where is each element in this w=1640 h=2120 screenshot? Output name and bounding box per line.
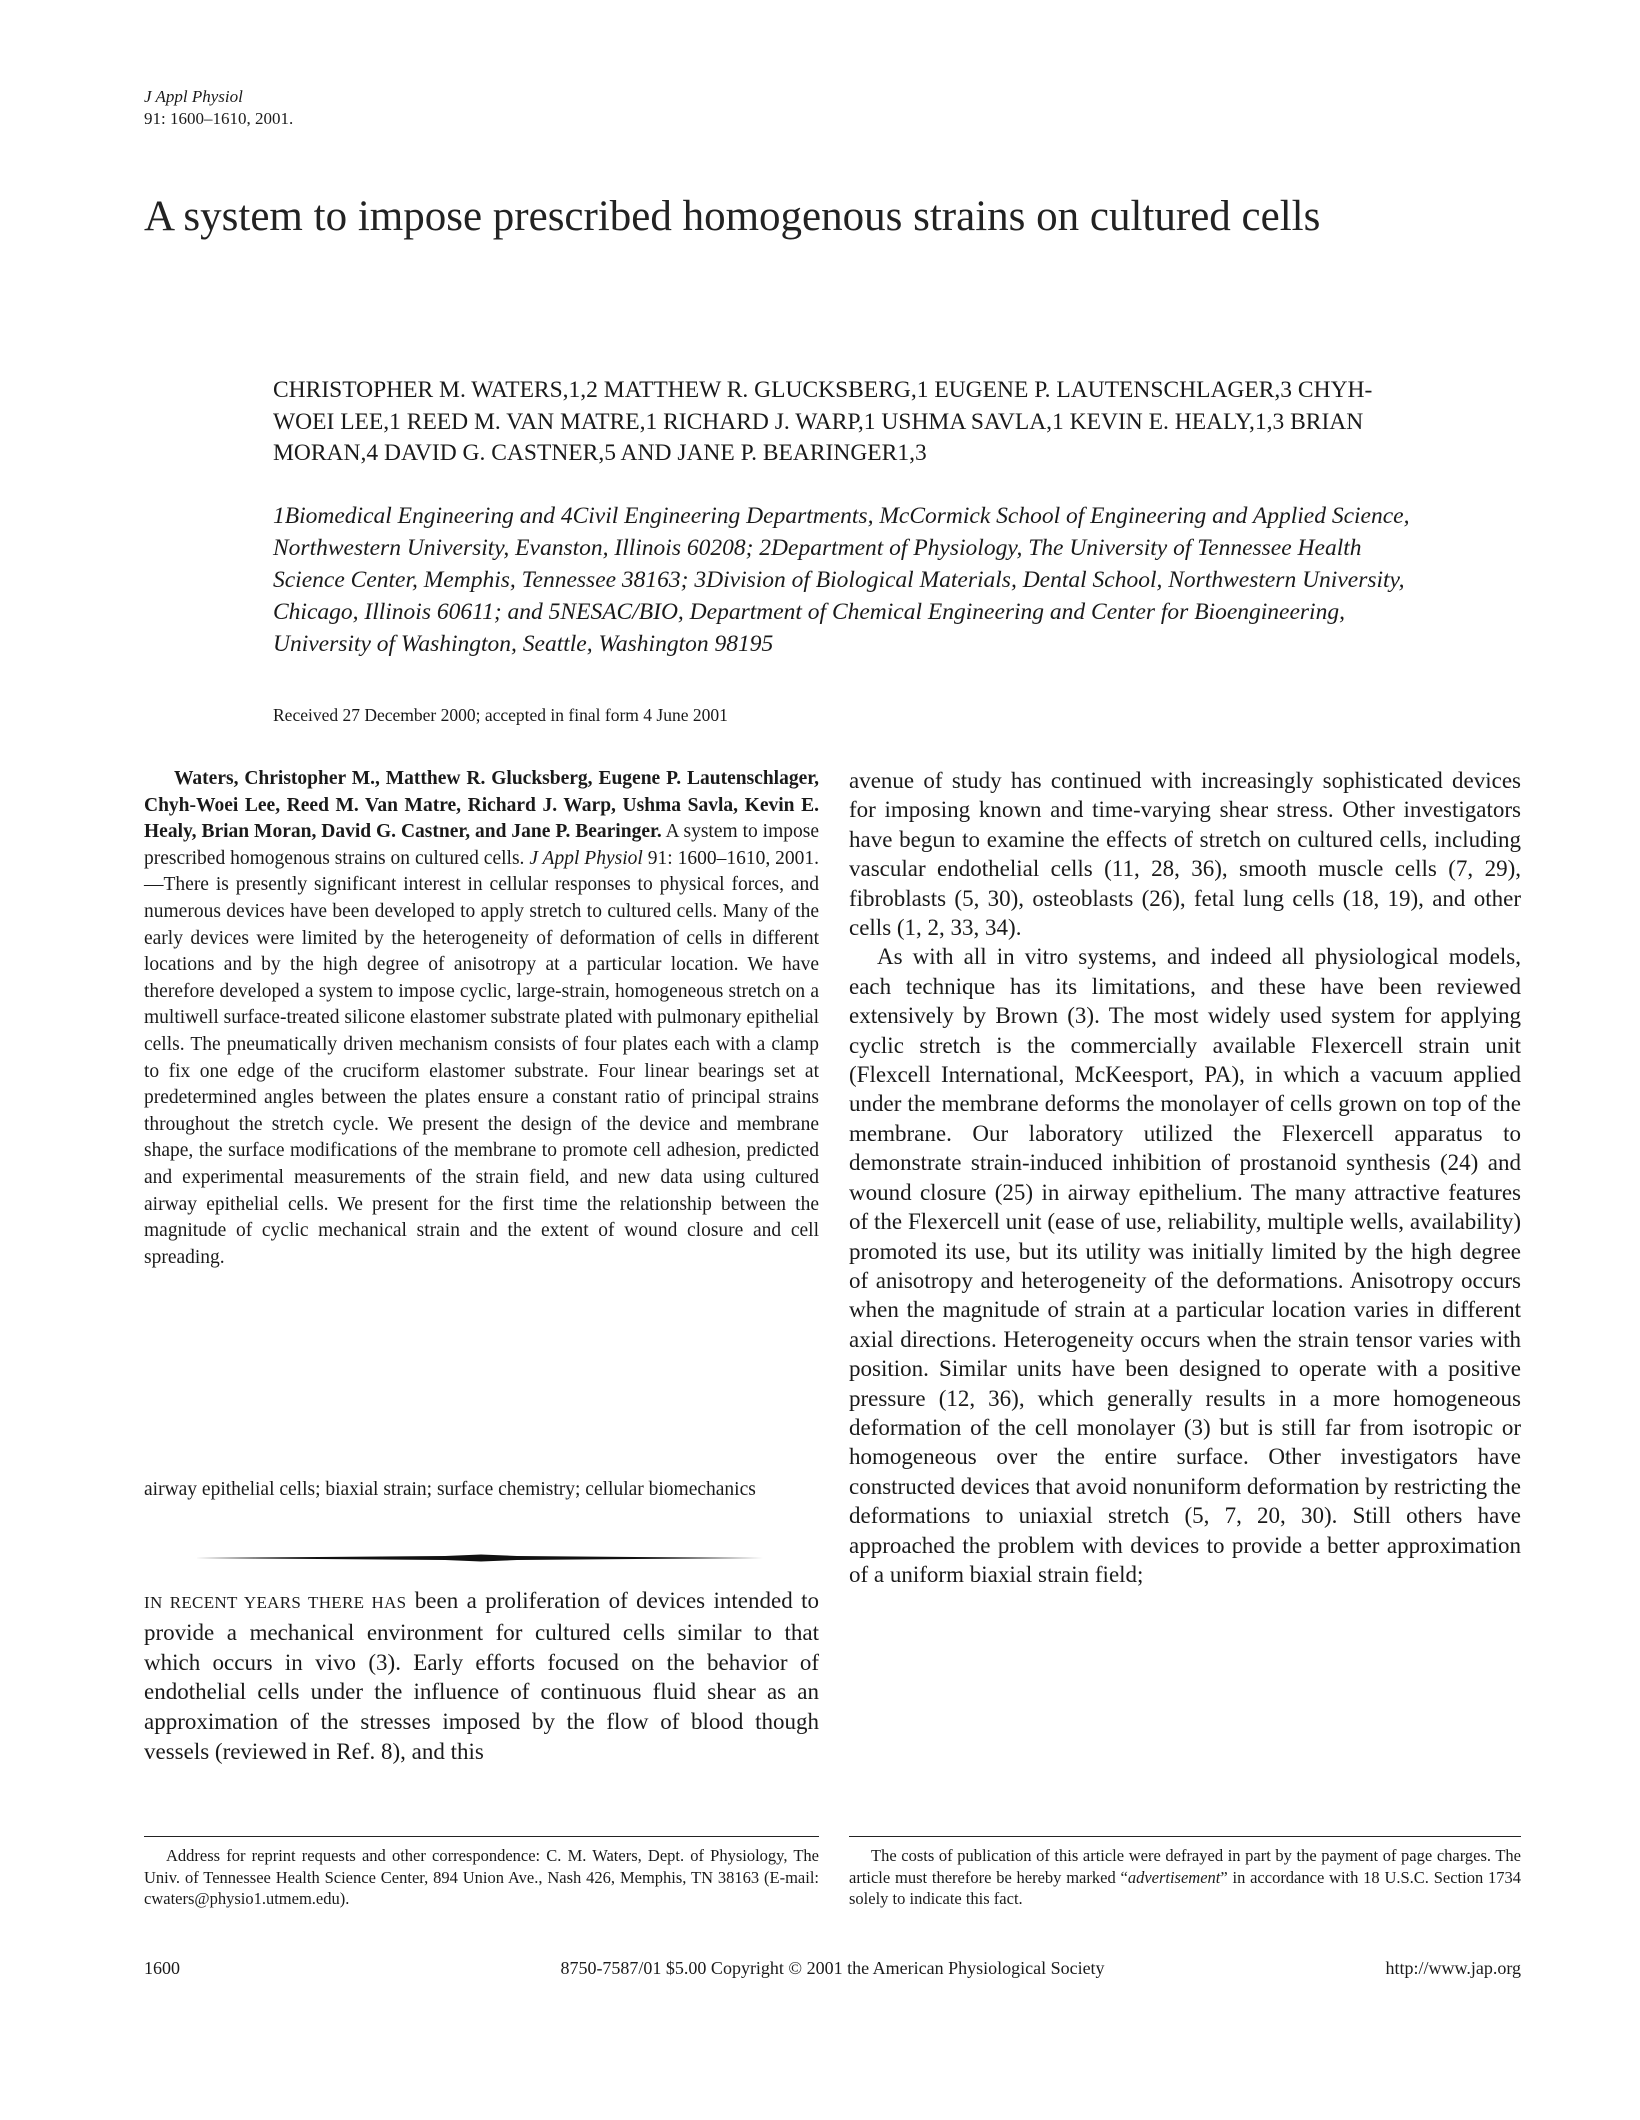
abstract-authors: Waters, Christopher M., Matthew R. Glucksberg, Eugene P. Lautenschlager, Chyh-Woei Lee, Reed M. Van Matre, Richard J. Warp, Ushma Savla, Kevin E. Healy, Brian Moran, David G. Castner, and Jane P. Bearinger. xyxy=(144,768,819,843)
keywords: airway epithelial cells; biaxial strain; surface chemistry; cellular biomechanics xyxy=(144,1479,756,1500)
paragraph: As with all in vitro systems, and indeed all physiological models, each technique has its limitations, and these have been reviewed extensively by Brown (3). The most widely used system for applying cyclic stretch is the commercially available Flexercell strain unit (Flexcell International, McKeesport, PA), in which a vacuum applied under the membrane deforms the monolayer of cells grown on top of the membrane. Our laboratory utilized the Flexercell apparatus to demonstrate strain-induced inhibition of prostanoid synthesis (24) and wound closure (25) in airway epithelium. The many attractive features of the Flexercell unit (ease of use, reliability, multiple wells, availability) promoted its use, but its utility was initially limited by the high degree of anisotropy and heterogeneity of the deformations. Anisotropy occurs when the magnitude of strain at a particular location varies in different axial directions. Heterogeneity occurs when the strain tensor varies with position. Similar units have been designed to operate with a positive pressure (12, 36), which generally results in a more homogeneous deformation of the cell monolayer (3) but is still far from isotropic or homogeneous over the entire surface. Other investigators have constructed devices that avoid nonuniform deformation by restricting the deformations to uniaxial stretch (5, 7, 20, 30). Still others have approached the problem with devices to provide a better approximation of a uniform biaxial strain field; xyxy=(849,944,1521,1587)
copyright-line: 8750-7587/01 $5.00 Copyright © 2001 the American Physiological Society xyxy=(560,1958,1105,1978)
abstract-body: 91: 1600–1610, 2001.—There is presently significant interest in cellular responses to physical forces, and numerous devices have been developed to apply stretch to cultured cells. Many of the early devices were limited by the heterogeneity of deformation of cells in different locations and by the high degree of anisotropy at a particular location. We have therefore developed a system to impose cyclic, large-strain, homogeneous stretch on a multiwell surface-treated silicone elastomer substrate plated with pulmonary epithelial cells. The pneumatically driven mechanism consists of four plates each with a clamp to fix one edge of the cruciform elastomer substrate. Four linear bearings set at predetermined angles between the plates ensure a constant ratio of principal strains throughout the stretch cycle. We present the design of the device and membrane shape, the surface modifications of the membrane to promote cell adhesion, predicted and experimental measurements of the strain field, and new data using cultured airway epithelial cells. We present for the first time the relationship between the magnitude of cyclic mechanical strain and the extent of wound closure and cell spreading. xyxy=(144,847,820,1268)
journal-name: J Appl Physiol xyxy=(144,87,243,106)
affiliations: 1Biomedical Engineering and 4Civil Engineering Departments, McCormick School of Engineering and Applied Science, Northwestern University, Evanston, Illinois 60208; 2Department of Physiology, The University of Tennessee Health Science Center, Memphis, Tennessee 38163; 3Division of Biological Materials, Dental School, Northwestern University, Chicago, Illinois 60611; and 5NESAC/BIO, Department of Chemical Engineering and Center for Bioengineering, University of Washington, Seattle, Washington 98195 xyxy=(273,503,1410,657)
journal-header xyxy=(144,86,293,130)
author-list: CHRISTOPHER M. WATERS,1,2 MATTHEW R. GLUCKSBERG,1 EUGENE P. LAUTENSCHLAGER,3 CHYH-WOEI LEE,1 REED M. VAN MATRE,1 RICHARD J. WARP,1 USHMA SAVLA,1 KEVIN E. HEALY,1,3 BRIAN MORAN,4 DAVID G. CASTNER,5 AND JANE P. BEARINGER1,3 xyxy=(273,377,1373,466)
intro-lead: IN RECENT YEARS THERE HAS xyxy=(144,1593,407,1612)
paragraph: avenue of study has continued with increasingly sophisticated devices for imposing known and time-varying shear stress. Other investigators have begun to examine the effects of stretch on cultured cells, including vascular endothelial cells (11, 28, 36), smooth muscle cells (7, 29), fibroblasts (5, 30), osteoblasts (26), fetal lung cells (18, 19), and other cells (1, 2, 33, 34). xyxy=(849,768,1521,941)
intro-body: been a proliferation of devices intended to provide a mechanical environment for cultured cells similar to that which occurs in vivo (3). Early efforts focused on the behavior of endothelial cells under the influence of continuous fluid shear as an approximation of the stresses imposed by the flow of blood though vessels (reviewed in Ref. 8), and this xyxy=(144,1588,819,1764)
footnote-text: ” in accordance with 18 U.S.C. Section 1734 solely to indicate this fact. xyxy=(849,1867,1521,1908)
footnote-rule xyxy=(144,1836,819,1837)
journal-citation: 91: 1600–1610, 2001. xyxy=(144,109,294,128)
right-column xyxy=(849,766,1521,1589)
abstract-journal-ref: J Appl Physiol xyxy=(529,847,643,869)
introduction-text xyxy=(144,1586,819,1767)
footnote-rule xyxy=(849,1836,1521,1837)
footnote-text: The costs of publication of this article were defrayed in part by the payment of page charges. The article must therefore be hereby marked “ xyxy=(849,1846,1521,1887)
abstract-title-ref: A system to impose prescribed homogenous strains on cultured cells. xyxy=(144,821,819,869)
publication-cost-footnote xyxy=(849,1845,1521,1910)
page-number: 1600 xyxy=(144,1958,180,1978)
journal-url[interactable]: http://www.jap.org xyxy=(1385,1958,1521,1978)
article-title: A system to impose prescribed homogenous strains on cultured cells xyxy=(144,193,1321,240)
section-divider xyxy=(195,1554,768,1562)
received-dates: Received 27 December 2000; accepted in final form 4 June 2001 xyxy=(273,705,728,725)
footnote-italic: advertisement xyxy=(1127,1867,1221,1887)
page-footer xyxy=(144,1958,1521,1982)
abstract xyxy=(144,766,819,1271)
correspondence-footnote: Address for reprint requests and other correspondence: C. M. Waters, Dept. of Physiology, The Univ. of Tennessee Health Science Center, 894 Union Ave., Nash 426, Memphis, TN 38163 (E-mail: cwaters@physio1.utmem.edu). xyxy=(144,1846,819,1908)
